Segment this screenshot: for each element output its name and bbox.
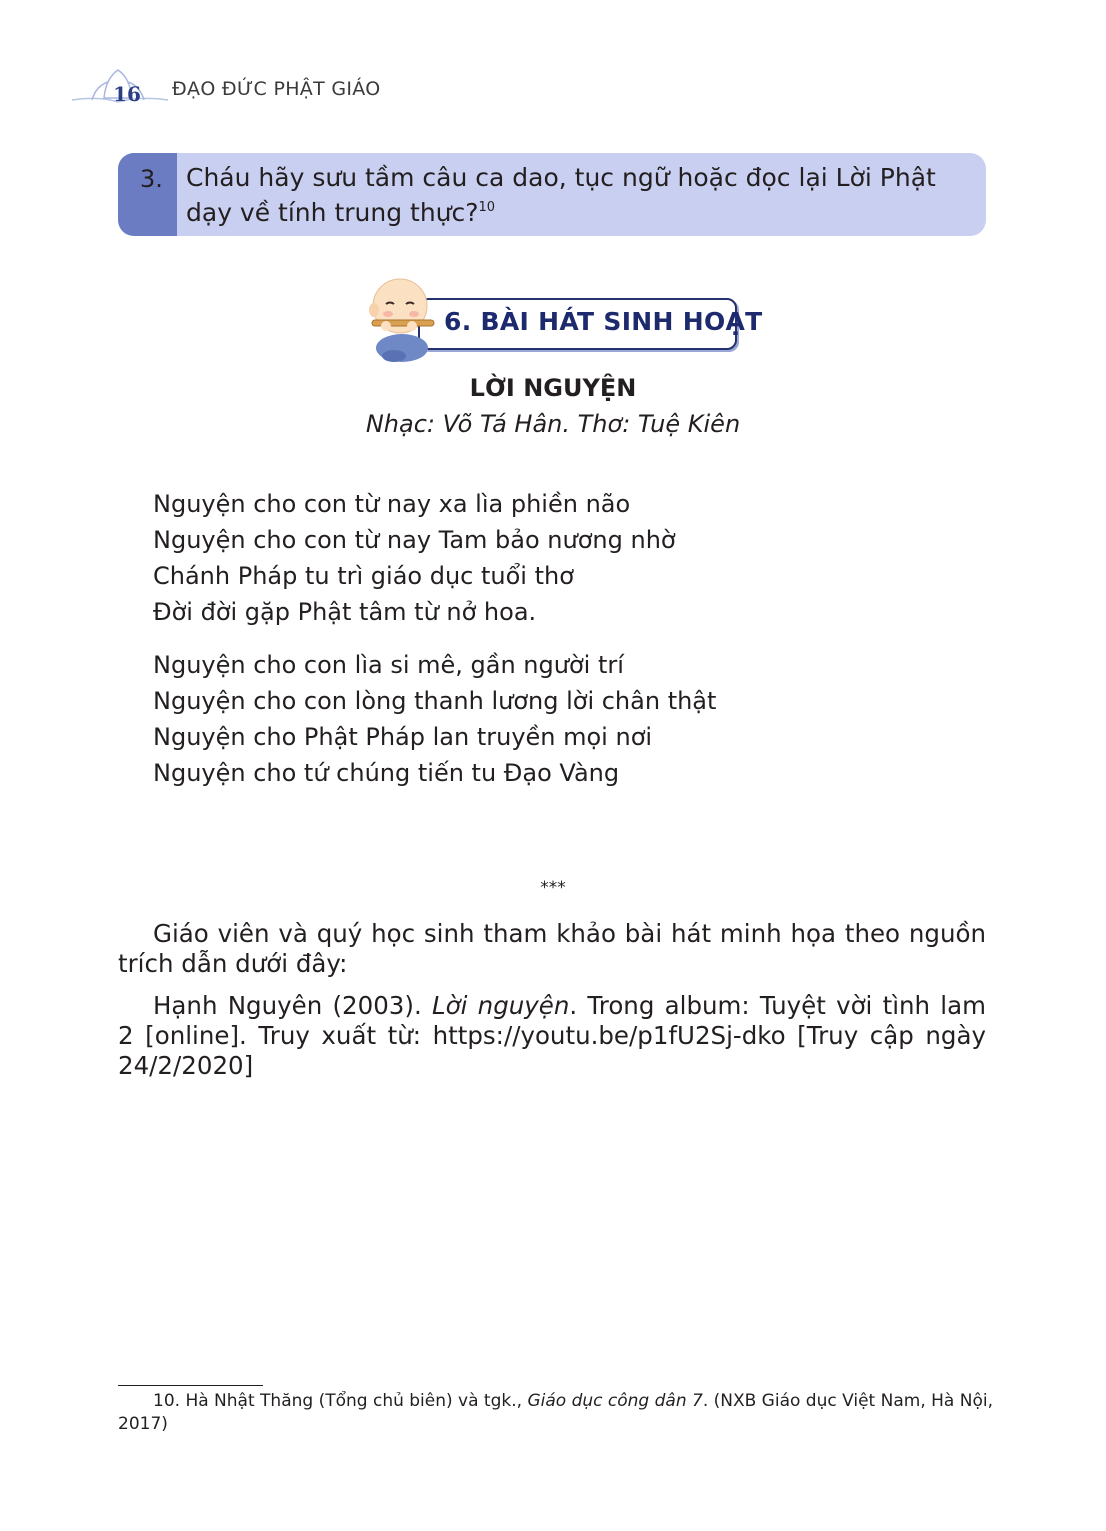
question-text [186,163,976,228]
section-title: 6. BÀI HÁT SINH HOẠT [444,307,763,336]
song-title: LỜI NGUYỆN [469,374,637,402]
lyric-line: Nguyện cho con từ nay Tam bảo nương nhờ [153,526,676,554]
reference-intro-line2: trích dẫn dưới đây: [118,949,348,978]
footnote-line1 [118,1390,993,1413]
footnote [118,1390,993,1436]
page-header [70,62,390,112]
footnote-number: 10. [153,1391,181,1411]
reference-line3: 24/2/2020] [118,1051,254,1080]
lyric-line: Nguyện cho con lìa si mê, gần người trí [153,651,624,679]
footnote-authors: Hà Nhật Thăng (Tổng chủ biên) và tgk., [185,1391,523,1411]
reference-author: Hạnh Nguyên (2003). [153,991,422,1020]
lyric-line: Nguyện cho con lòng thanh lương lời chân thật [153,687,717,715]
reference-line1 [153,991,986,1021]
footnote-ref: 10 [478,200,496,215]
question-number: 3. [140,165,163,193]
question-box [118,153,986,236]
reference-line2: 2 [online]. Truy xuất từ: https://youtu.be/p1fU2Sj-dko [Truy cập ngày [118,1021,986,1050]
lyric-line: Chánh Pháp tu trì giáo dục tuổi thơ [153,562,574,590]
reference-album: . Trong album: Tuyệt vời tình lam [569,991,986,1020]
question-body: Cháu hãy sưu tầm câu ca dao, tục ngữ hoặc đọc lại Lời Phật dạy về tính trung thực? [186,163,936,227]
lyric-line: Đời đời gặp Phật tâm từ nở hoa. [153,598,537,626]
page-number: 16 [113,82,141,106]
song-credit: Nhạc: Võ Tá Hân. Thơ: Tuệ Kiên [365,410,741,438]
footnote-book-title: Giáo dục công dân 7 [527,1391,703,1411]
footnote-rule [118,1385,263,1386]
separator: *** [540,878,566,898]
reference-intro-line1: Giáo viên và quý học sinh tham khảo bài hát minh họa theo nguồn [153,919,986,948]
footnote-publisher: . (NXB Giáo dục Việt Nam, Hà Nội, [702,1391,993,1411]
monk-playing-flute-icon [366,274,442,364]
lyric-line: Nguyện cho tứ chúng tiến tu Đạo Vàng [153,759,620,787]
lyric-line: Nguyện cho Phật Pháp lan truyền mọi nơi [153,723,653,751]
lyric-line: Nguyện cho con từ nay xa lìa phiền não [153,490,631,518]
reference-song-title: Lời nguyện [431,991,570,1020]
footnote-line2: 2017) [118,1414,168,1434]
section-badge [366,274,763,364]
book-title: ĐẠO ĐỨC PHẬT GIÁO [172,78,381,100]
